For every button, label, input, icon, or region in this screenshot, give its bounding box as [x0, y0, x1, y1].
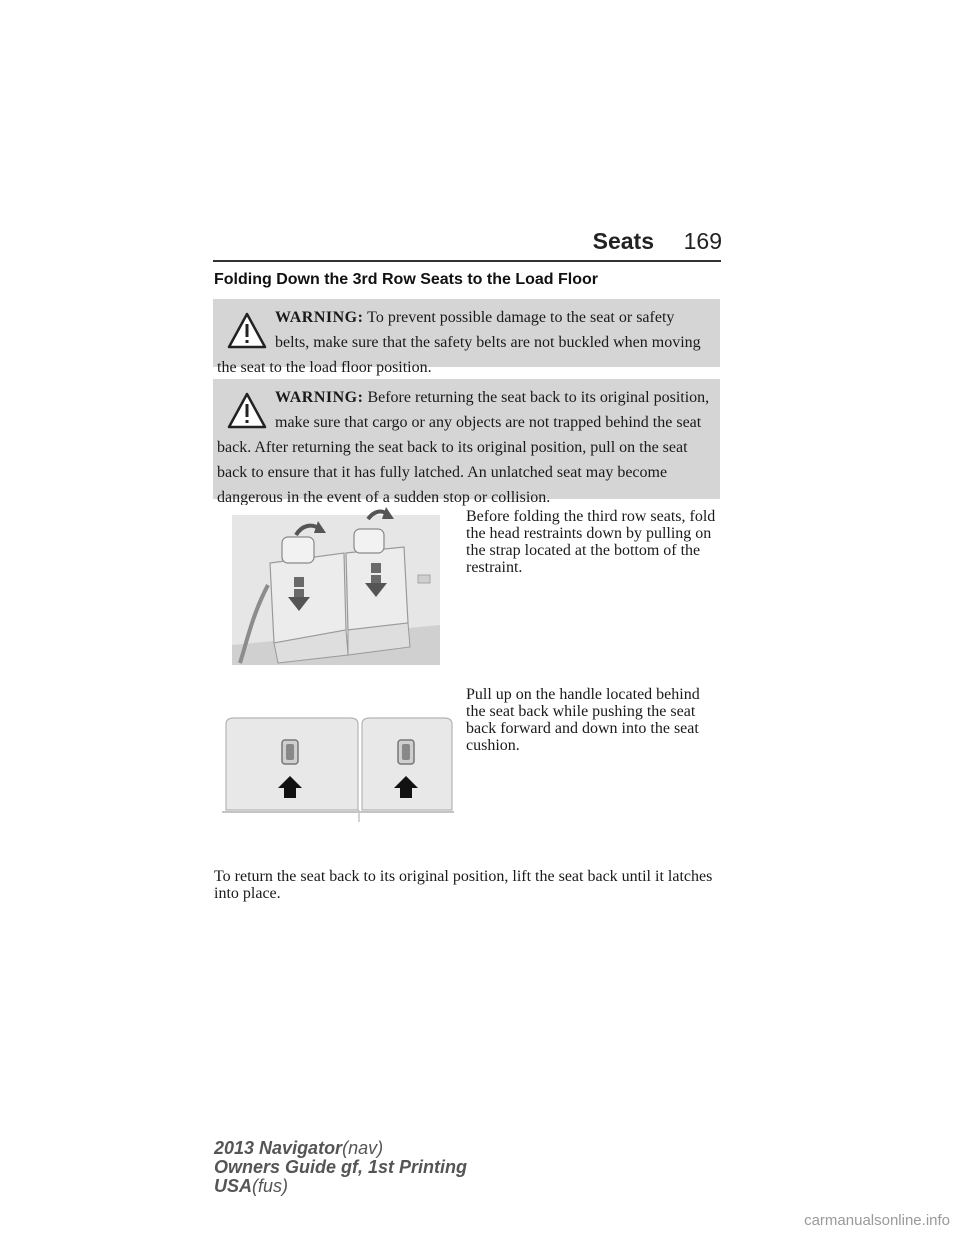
- header-divider: [213, 260, 721, 262]
- head-restraint-illustration: [232, 505, 440, 665]
- footer-line-3: [214, 1177, 614, 1196]
- warning-box-2: [213, 379, 720, 506]
- footer-region-code: (fus): [252, 1176, 289, 1196]
- warning-label: WARNING:: [275, 309, 364, 326]
- seat-release-handle-illustration: [222, 710, 454, 822]
- footer-line-1: [214, 1139, 614, 1158]
- footer-region: USA: [214, 1176, 253, 1196]
- footer-model: 2013 Navigator: [214, 1138, 343, 1158]
- warning-triangle-icon: [227, 311, 267, 351]
- closing-instruction: To return the seat back to its original position, lift the seat back until it latches into place.: [214, 868, 713, 902]
- document-footer: [214, 1139, 614, 1196]
- warning-label: WARNING:: [275, 389, 364, 406]
- section-title: Seats: [592, 228, 654, 254]
- warning-box-1: [213, 299, 720, 376]
- page-heading: Folding Down the 3rd Row Seats to the Load Floor: [214, 271, 598, 288]
- warning-triangle-icon: [227, 391, 267, 431]
- step-1-text: Before folding the third row seats, fold the head restraints down by pulling on the strap located at the bottom of the restraint.: [466, 508, 716, 576]
- footer-line-2: Owners Guide gf, 1st Printing: [214, 1157, 468, 1177]
- footer-model-code: (nav): [342, 1138, 384, 1158]
- warning-text: Before returning the seat back to its original position, make sure that cargo or any objects are not trapped behind the seat back. After returning the seat back to its original position, pull on the seat back to ensure that it has fully latched. An unlatched seat may become dangerous in the event of a sudden stop or collision.: [217, 389, 710, 506]
- warning-text: To prevent possible damage to the seat or safety belts, make sure that the safety belts are not buckled when moving the seat to the load floor position.: [217, 309, 701, 376]
- step-2-text: Pull up on the handle located behind the seat back while pushing the seat back forward and down into the seat cushion.: [466, 686, 700, 754]
- watermark: carmanualsonline.info: [804, 1212, 950, 1229]
- page-number: 169: [683, 228, 722, 254]
